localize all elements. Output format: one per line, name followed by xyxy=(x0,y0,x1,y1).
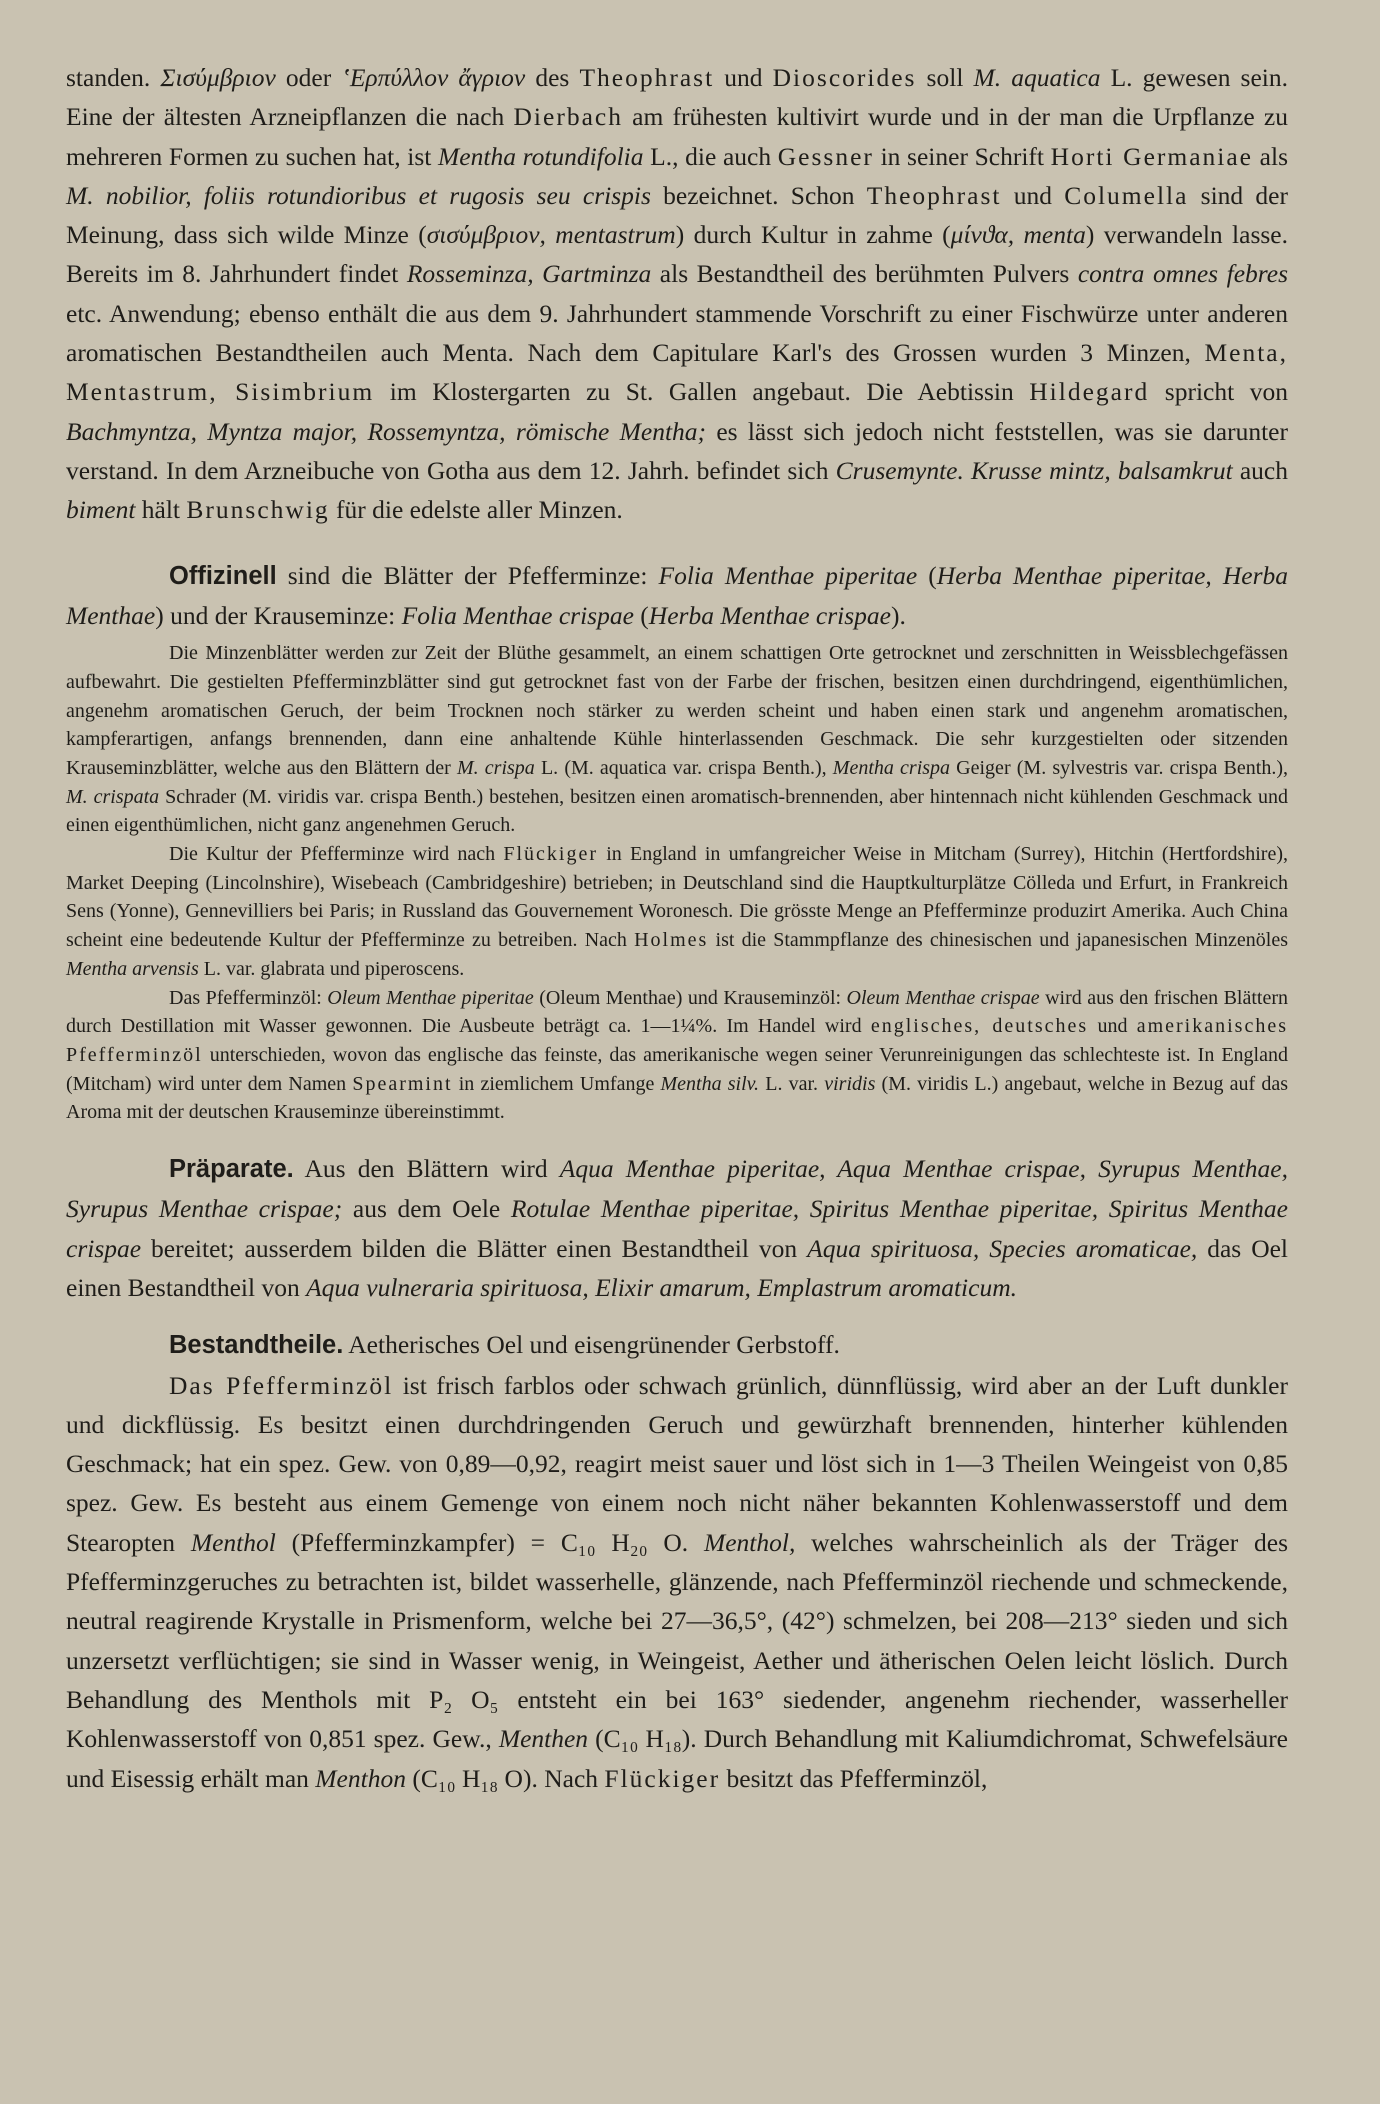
text-run: Das Pfefferminzöl: xyxy=(169,986,328,1009)
species-name: M. crispata xyxy=(66,785,160,808)
author-name: Dierbach xyxy=(513,102,623,132)
preparation-names: Aqua spirituosa, Species aromaticae, xyxy=(807,1233,1198,1263)
text-run: L., die auch xyxy=(643,141,778,171)
species-name: M. crispa xyxy=(456,756,535,779)
compound-name: Menthol xyxy=(190,1527,276,1557)
text-run: in England in umfangreicher Weise in Mitcham (Surrey), Hitchin (Hertfordshire), Market Deeping (Lincolnshire), Wisebeach (Cambridgeshire) betrieben; in Deutschland sind die Hauptkulturplätze Cölleda und Erfurt, in Frankreich Sens (Yonne), Gennevilliers bei Paris; in Russland das Gouvernement Woronesch. Die grösste Menge an Pfefferminze produzirt Amerika. Auch China scheint eine bedeutende Kultur der Pfefferminze zu betreiben. Nach xyxy=(66,843,1288,952)
text-run: als xyxy=(1253,141,1289,171)
compound-name: Menthol, xyxy=(703,1527,796,1557)
text-run: und xyxy=(714,63,773,92)
greek-term: Σισύμβριον xyxy=(160,63,276,92)
author-name: Columella xyxy=(1064,180,1189,210)
text-run: am frühesten kultivirt wurde und in der man die Urpflanze zu mehreren Formen zu suchen hat, ist xyxy=(66,102,1288,171)
text-column xyxy=(66,58,1288,1798)
term: σισύμβριον, mentastrum xyxy=(426,220,676,250)
text-run: ) und der Krauseminze: xyxy=(155,600,402,630)
text-run: ( xyxy=(633,600,649,630)
drug-name: Oleum Menthae crispae xyxy=(846,986,1040,1009)
text-run: standen. xyxy=(66,63,161,92)
section-heading: Offizinell xyxy=(169,561,277,590)
text-run: soll xyxy=(916,63,974,92)
drug-name: Herba Menthae piperitae, Herba Menthae xyxy=(66,560,1288,630)
author-name: Dioscorides xyxy=(772,63,917,92)
text-run: auch xyxy=(1232,455,1288,485)
term: Crusemynte. Krusse mintz, balsamkrut xyxy=(835,455,1233,485)
term: Bachmyntza, Myntza major, Rossemyntza, römische Mentha; xyxy=(66,416,707,446)
text-run: ) durch Kultur in zahme ( xyxy=(675,220,951,250)
text-run: und xyxy=(1001,180,1065,210)
paragraph-cultivation-small xyxy=(66,840,1288,984)
species-name: M. nobilior, foliis rotundioribus et rugosis seu crispis xyxy=(66,180,651,210)
greek-term: ʽΕρπύλλον ἄγριον xyxy=(341,63,526,92)
spaced-term: englisches, deutsches xyxy=(870,1015,1089,1038)
species-name: viridis xyxy=(824,1072,876,1095)
text-run: L. (M. aquatica var. crispa Benth.), xyxy=(534,756,833,779)
author-name: Gessner xyxy=(777,141,874,171)
text-run: ). xyxy=(891,600,906,630)
text-run: oder xyxy=(275,63,342,92)
section-heading: Bestandtheile. xyxy=(169,1331,344,1360)
text-run: besitzt das Pfefferminzöl, xyxy=(720,1763,988,1793)
text-run: welches wahrscheinlich als der Träger des Pfefferminzgeruches zu betrachten ist, bildet wasserhelle, glänzende, nach Pfefferminzöl riechende und schmeckende, neutral reagirende Krystalle in Prismenform, welche bei 27—36,5°, (42°) schmelzen, bei 208—213° sieden und sich unzersetzt verflüchtigen; sie sind in Wasser wenig, in Weingeist, Aether und ätherischen Oelen leicht löslich. Durch Behandlung des Menthols mit P₂ O₅ entsteht ein bei 163° siedender, angenehm riechender, wasserheller Kohlenwasserstoff von 0,851 spez. Gew., xyxy=(66,1527,1289,1754)
section-heading: Präparate. xyxy=(169,1155,294,1184)
text-run: bezeichnet. Schon xyxy=(650,180,867,210)
text-run: ( xyxy=(917,560,937,590)
text-run: Aus den Blättern wird xyxy=(293,1154,560,1184)
paragraph-oil-small xyxy=(66,984,1288,1128)
text-run: Aetherisches Oel und eisengrünender Gerbstoff. xyxy=(343,1330,840,1360)
text-run: (Pfefferminzkampfer) = C₁₀ H₂₀ O. xyxy=(275,1527,704,1557)
text-run: sind die Blätter der Pfefferminze: xyxy=(276,560,659,590)
plant-names: Menta, Mentastrum, Sisimbrium xyxy=(66,338,1288,407)
drug-name: Folia Menthae piperitae xyxy=(658,560,918,590)
author-name: Holmes xyxy=(634,929,709,952)
text-run: unterschieden, wovon das englische das feinste, das amerikanische wegen seiner Verunreinigungen das schlechteste ist. In England (Mitcham) wird unter dem Namen xyxy=(66,1044,1288,1095)
text-run: ) verwandeln lasse. Bereits im 8. Jahrhundert findet xyxy=(66,220,1289,289)
paragraph-praeparate xyxy=(66,1149,1288,1307)
text-run: das Oel einen Bestandtheil von xyxy=(66,1233,1289,1302)
text-run: sind der Meinung, dass sich wilde Minze ( xyxy=(66,180,1288,250)
term: Rosseminza, Gartminza xyxy=(406,259,652,289)
species-name: Mentha arvensis xyxy=(66,957,199,980)
text-run: es lässt sich jedoch nicht feststellen, was sie darunter verstand. In dem Arzneibuche von Gotha aus dem 12. Jahrh. befindet sich xyxy=(66,416,1288,485)
drug-name: Herba Menthae crispae xyxy=(648,600,891,630)
text-run: ist die Stammpflanze des chinesischen und japanesischen Minzenöles xyxy=(708,929,1288,952)
species-name: Mentha rotundifolia xyxy=(438,141,644,171)
text-run: etc. Anwendung; ebenso enthält die aus dem 9. Jahrhundert stammende Vorschrift zu einer Fischwürze unter anderen aromatischen Bestandtheilen auch Menta. Nach dem Capitulare Karl's des Grossen wurden 3 Minzen, xyxy=(66,298,1288,368)
text-run: des xyxy=(525,63,580,92)
term: μίνϑα, menta xyxy=(950,220,1086,250)
text-run: für die edelste aller Minzen. xyxy=(329,495,623,525)
species-name: Mentha silv. xyxy=(660,1072,760,1095)
text-run: Die Minzenblätter werden zur Zeit der Blüthe gesammelt, an einem schattigen Orte getrocknet und zerschnitten in Weissblechgefässen aufbewahrt. Die gestielten Pfefferminzblätter sind gut getrocknet fast von der Farbe der frischen, besitzen einen durchdringend, eigenthümlichen, angenehm aromatischen Geruch, der beim Trocknen noch stärker zu werden scheint und haben einen stark und angenehm aromatischen, kampferartigen, anfangs brennenden, dann eine anhaltende Kühle hinterlassenden Geschmack. Die sehr kurzgestielten oder sitzenden Krauseminzblätter, welche aus den Blättern der xyxy=(66,642,1288,779)
text-run: L. var. glabrata und piperoscens. xyxy=(198,957,465,980)
author-name: Theophrast xyxy=(866,180,1002,210)
spaced-term: Das Pfefferminzöl xyxy=(169,1370,394,1400)
text-run: (Oleum Menthae) und Krauseminzöl: xyxy=(533,986,847,1009)
paragraph-history xyxy=(66,58,1288,530)
text-run: (M. viridis L.) angebaut, welche in Bezug auf das Aroma mit der deutschen Krauseminze übereinstimmt. xyxy=(66,1072,1288,1124)
author-name: Flückiger xyxy=(503,843,599,866)
preparation-names: Aqua Menthae piperitae, Aqua Menthae crispae, Syrupus Menthae, Syrupus Menthae crispae; xyxy=(66,1154,1288,1224)
compound-name: Menthen xyxy=(498,1724,589,1754)
species-name: M. aquatica xyxy=(973,63,1101,92)
author-name: Flückiger xyxy=(604,1763,721,1793)
paragraph-peppermint-oil xyxy=(66,1366,1288,1798)
paragraph-bestandtheile xyxy=(66,1325,1288,1365)
text-run: und xyxy=(1088,1015,1137,1038)
author-name: Theophrast xyxy=(579,63,715,92)
text-run: hält xyxy=(135,495,187,525)
text-run: spricht von xyxy=(1149,377,1288,407)
preparation-names: Aqua vulneraria spirituosa, Elixir amarum, Emplastrum aromaticum. xyxy=(306,1273,1018,1302)
text-run: (C₁₀ H₁₈ O). Nach xyxy=(405,1763,605,1793)
text-run: L. gewesen sein. Eine der ältesten Arzneipflanzen die nach xyxy=(66,63,1289,132)
text-run: bereitet; ausserdem bilden die Blätter einen Bestandtheil von xyxy=(141,1233,808,1263)
author-name: Hildegard xyxy=(1029,377,1150,407)
term: contra omnes febres xyxy=(1077,259,1289,289)
spaced-term: Spearmint xyxy=(352,1072,453,1095)
text-run: im Klostergarten zu St. Gallen angebaut. Die Aebtissin xyxy=(374,377,1030,407)
text-run: Schrader (M. viridis var. crispa Benth.) bestehen, besitzen einen aromatisch-brennenden, aber hintennach nicht kühlenden Geschmack und einen eigenthümlichen, nicht ganz angenehmen Geruch. xyxy=(66,785,1289,837)
text-run: aus dem Oele xyxy=(342,1194,511,1224)
species-name: Mentha crispa xyxy=(832,756,951,779)
text-run: in ziemlichem Umfange xyxy=(452,1072,661,1095)
work-title: Horti Germaniae xyxy=(1050,141,1254,171)
spaced-term: amerikanisches Pfefferminzöl xyxy=(66,1015,1288,1066)
drug-name: Oleum Menthae piperitae xyxy=(327,986,534,1009)
paragraph-leaves-small xyxy=(66,639,1288,840)
text-run: als Bestandtheil des berühmten Pulvers xyxy=(651,259,1078,289)
text-run: Die Kultur der Pfefferminze wird nach xyxy=(169,843,504,866)
author-name: Brunschwig xyxy=(186,495,330,525)
text-run: (C₁₀ H₁₈). Durch Behandlung mit Kaliumdichromat, Schwefelsäure und Eisessig erhält man xyxy=(66,1724,1289,1793)
text-run: Geiger (M. sylvestris var. crispa Benth.), xyxy=(950,756,1288,779)
text-run: ist frisch farblos oder schwach grünlich, dünnflüssig, wird aber an der Luft dunkler und dickflüssig. Es besitzt einen durchdringenden Geruch und gewürzhaft brennenden, hinterher kühlenden Geschmack; hat ein spez. Gew. von 0,89—0,92, reagirt meist sauer und löst sich in 1—3 Theilen Weingeist von 0,85 spez. Gew. Es besteht aus einem Gemenge von einem noch nicht näher bekannten Kohlenwasserstoff und dem Stearopten xyxy=(66,1370,1288,1557)
term: biment xyxy=(66,495,136,525)
text-run: wird aus den frischen Blättern durch Destillation mit Wasser gewonnen. Die Ausbeute beträgt ca. 1—1¼%. Im Handel wird xyxy=(66,986,1288,1038)
preparation-names: Rotulae Menthae piperitae, Spiritus Menthae piperitae, Spiritus Menthae crispae xyxy=(66,1194,1288,1263)
text-run: L. var. xyxy=(759,1072,825,1095)
text-run: in seiner Schrift xyxy=(873,141,1051,171)
drug-name: Folia Menthae crispae xyxy=(401,600,634,630)
compound-name: Menthon xyxy=(315,1763,406,1793)
paragraph-offizinell xyxy=(66,556,1288,636)
